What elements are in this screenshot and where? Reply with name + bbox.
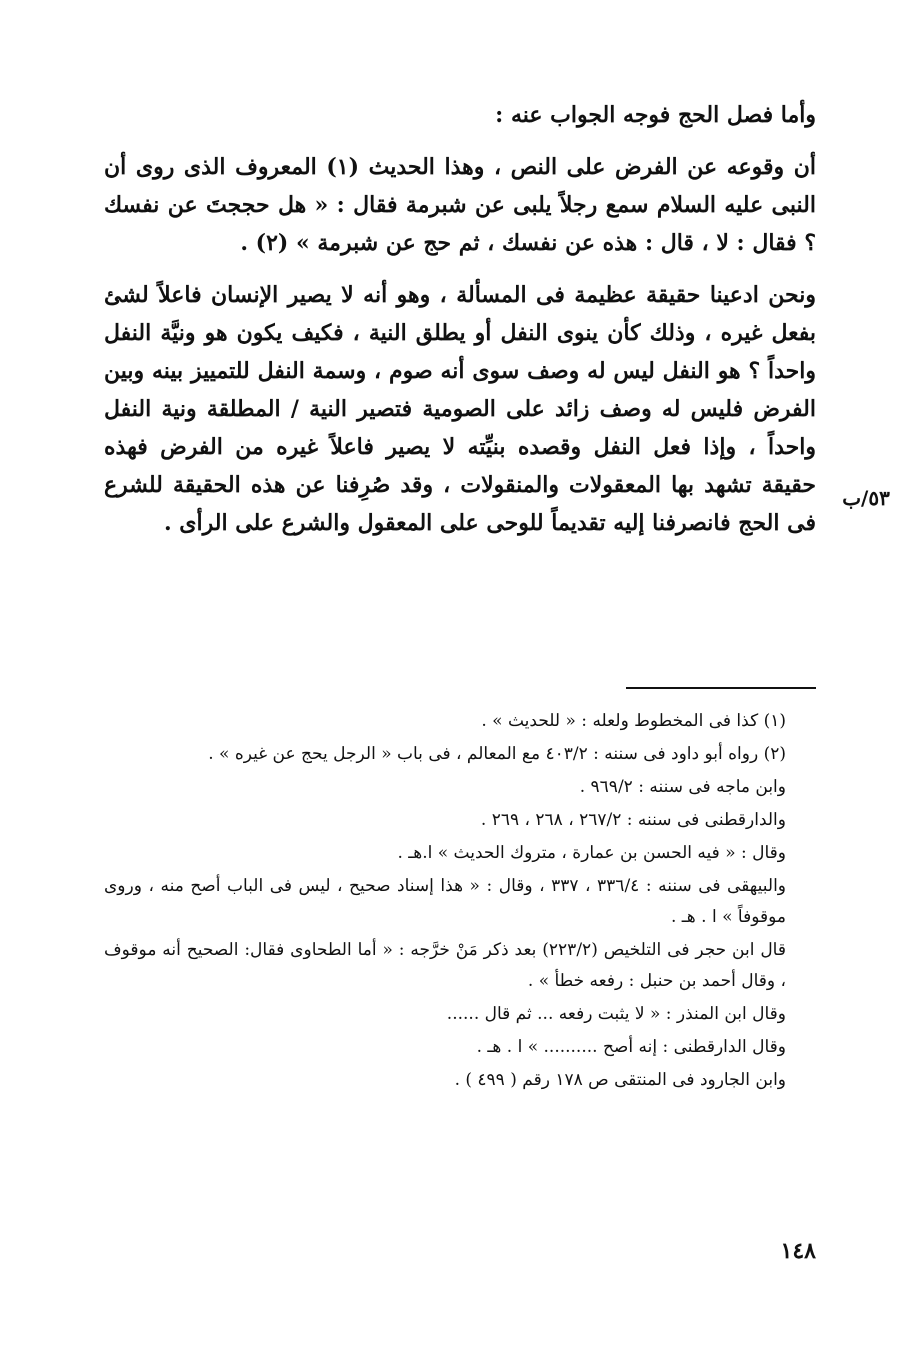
- paragraph-hajj-answer-heading: وأما فصل الحج فوجه الجواب عنه :: [495, 102, 816, 128]
- paragraph-shubruma-hadith: أن وقوعه عن الفرض على النص ، وهذا الحديث (١) المعروف الذى روى أن النبى عليه السلام سمع رجلاً يلبى عن شبرمة فقال : « هل حججتَ عن نفسك ؟ فقال : لا ، قال : هذه عن نفسك ، ثم حج عن شبرمة » (٢) .: [104, 154, 816, 256]
- footnote-2-daraqutni-note: وقال الدارقطنى : إنه أصح .......... » ا . هـ .: [476, 1037, 786, 1057]
- footnote-2-ibn-hajar: قال ابن حجر فى التلخيص (٢٢٣/٢) بعد ذكر مَنْ خرَّجه : « أما الطحاوى فقال: الصحيح أنه موقوف ، وقال أحمد بن حنبل : رفعه خطأ » .: [104, 940, 786, 991]
- paragraph-intention-argument: ونحن ادعينا حقيقة عظيمة فى المسألة ، وهو أنه لا يصير الإنسان فاعلاً لشئ بفعل غيره ، وذلك كأن ينوى النفل أو يطلق النية ، فكيف يكون هو ونيَّة النفل واحداً ؟ هو النفل ليس له وصف سوى أنه صوم ، وسمة النفل للتمييز بينه وبين الفرض فليس له وصف زائد على الصومية فتصير النية / المطلقة ونية النفل واحداً ، وإذا فعل النفل وقصده بنيِّته لا يصير فاعلاً غيره من الفرض فهذه حقيقة تشهد بها المعقولات والمنقولات ، وقد صُرِفنا عن هذه الحقيقة للشرع فى الحج فانصرفنا إليه تقديماً للوحى على المعقول والشرع على الرأى .: [104, 282, 816, 536]
- footnotes: [104, 706, 816, 1098]
- footnote-2-ibn-majah: وابن ماجه فى سننه : ٩٦٩/٢ .: [579, 777, 786, 797]
- page-number: ١٤٨: [780, 1238, 816, 1264]
- manuscript-folio-marker: ٥٣/ب: [842, 486, 890, 510]
- footnote-2-ibn-al-jarud: وابن الجارود فى المنتقى ص ١٧٨ رقم ( ٤٩٩ ) .: [454, 1070, 786, 1090]
- footnote-2-bayhaqi: والبيهقى فى سننه : ٣٣٦/٤ ، ٣٣٧ ، وقال : « هذا إسناد صحيح ، ليس فى الباب أصح منه ، وروى موقوفاً » ا . هـ .: [104, 876, 787, 927]
- footnote-2-daraqutni: والدارقطنى فى سننه : ٢٦٧/٢ ، ٢٦٨ ، ٢٦٩ .: [480, 810, 786, 830]
- main-text: [104, 96, 816, 556]
- footnote-2: (٢) رواه أبو داود فى سننه : ٤٠٣/٢ مع المعالم ، فى باب « الرجل يحج عن غيره » .: [208, 744, 786, 764]
- footnote-separator: [626, 687, 816, 689]
- footnote-2-ibn-al-mundhir: وقال ابن المنذر : « لا يثبت رفعه ... ثم قال ......: [446, 1004, 786, 1024]
- footnote-2-daraqutni-comment: وقال : « فيه الحسن بن عمارة ، متروك الحديث » ا.هـ .: [397, 843, 786, 863]
- footnote-1: (١) كذا فى المخطوط ولعله : « للحديث » .: [481, 711, 786, 731]
